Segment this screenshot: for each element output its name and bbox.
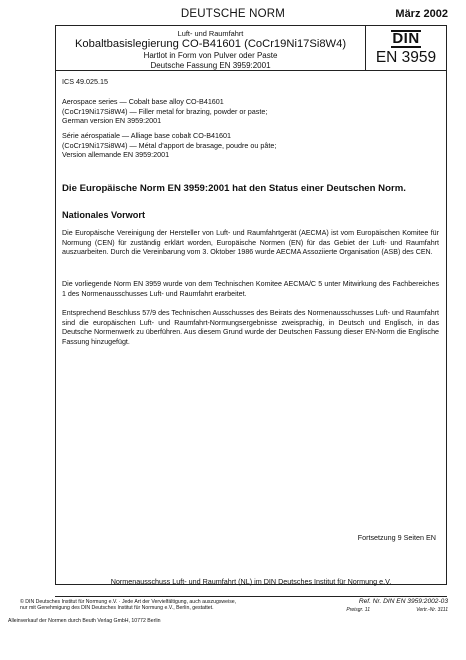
document-type-header: DEUTSCHE NORM [180,8,286,20]
standard-title: Kobaltbasislegierung CO-B41601 (CoCr19Ni17Si8W4) [74,38,347,50]
status-statement: Die Europäische Norm EN 3959:2001 hat den Status einer Deutschen Norm. [62,183,406,194]
ics-code: ICS 49.025.15 [62,77,108,86]
title-block [55,25,366,71]
din-logo: DIN [392,30,420,47]
publication-date: März 2002 [395,8,448,20]
distributor-note: Alleinverkauf der Normen durch Beuth Verlag GmbH, 10772 Berlin [8,618,161,624]
title-line-2: Deutsche Fassung EN 3959:2001 [150,61,271,70]
english-title-line: (CoCr19Ni17Si8W4) — Filler metal for brazing, powder or paste; [62,106,268,116]
french-title-line: Version allemande EN 3959:2001 [62,150,170,160]
title-line-1: Hartlot in Form von Pulver oder Paste [143,51,278,60]
english-title [62,97,442,126]
english-title-line: Aerospace series — Cobalt base alloy CO-B41601 [62,97,224,106]
french-title-line: (CoCr19Ni17Si8W4) — Métal d'apport de brasage, poudre ou pâte; [62,140,277,150]
subject-area: Luft- und Raumfahrt [177,29,244,38]
vorwort-paragraph: Die vorliegende Norm EN 3959 wurde von dem Technischen Komitee AECMA/C 5 unter Mitwirkung des Fachbereiches 1 des Normenausschusses Luft- und Raumfahrt erarbeitet. [62,280,439,298]
price-group: Preisgr. 11 [346,607,370,613]
copyright-line: © DIN Deutsches Institut für Normung e.V. · Jede Art der Vervielfältigung, auch auszugsweise, [20,599,237,605]
reference-number: Ref. Nr. DIN EN 3959:2002-03 [358,598,448,605]
din-number-block [365,25,447,71]
committee-line: Normenausschuss Luft- und Raumfahrt (NL) im DIN Deutsches Institut für Normung e.V. [110,577,392,586]
french-title-line: Série aérospatiale — Alliage base cobalt CO-B41601 [62,131,232,140]
standard-number: EN 3959 [375,49,437,66]
footer-rule [55,596,447,597]
vorwort-heading: Nationales Vorwort [62,210,146,220]
vorwort-paragraph: Die Europäische Vereinigung der Hersteller von Luft- und Raumfahrtgerät (AECMA) ist vom Europäischen Komitee für Normung (CEN) für zuständig erklärt worden, Europäische Normen (EN) für das Gebiet der Luft- und Raumfahrt auszuarbeiten. Durch die Vereinbarung vom 3. Oktober 1986 wurde AECMA Assoziierte Organisation (ASB) des CEN. [62,229,439,257]
english-title-line: German version EN 3959:2001 [62,116,162,126]
copyright-line: nur mit Genehmigung des DIN Deutsches Institut für Normung e.V., Berlin, gestattet. [20,605,214,612]
copyright-notice [20,599,320,612]
french-title [62,131,442,160]
vorwort-paragraph: Entsprechend Beschluss 57/9 des Technischen Ausschusses des Beirats des Normenausschusses Luft- und Raumfahrt sind die europäischen Luft- und Raumfahrt-Normungsergebnisse zweisprachig, in Deutsch und Englisch, in das Deutsche Normenwerk zu überführen. Aus diesem Grund wurde der Deutschen Fassung dieser EN-Norm die Englische Fassung hinzugefügt. [62,309,439,347]
continuation-note: Fortsetzung 9 Seiten EN [357,533,436,542]
sales-number: Vertr.-Nr. 3111 [416,607,448,613]
